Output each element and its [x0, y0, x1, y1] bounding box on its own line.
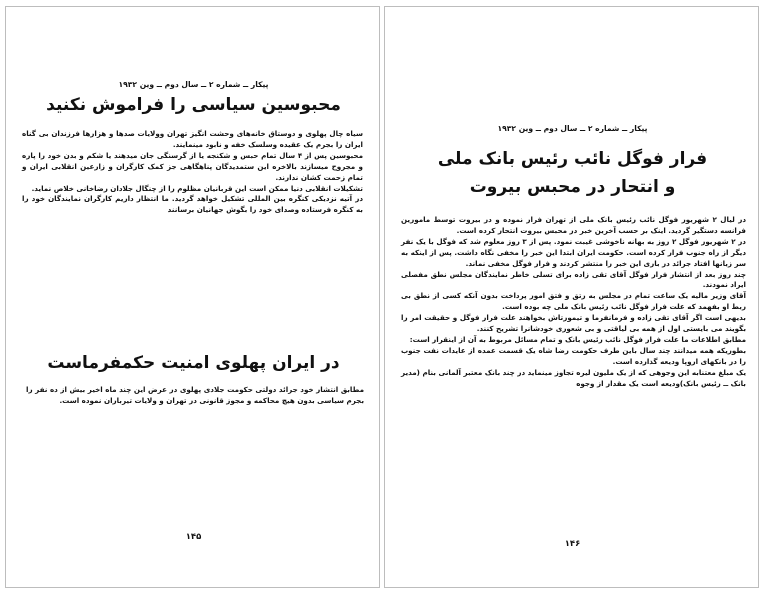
article-title: در ایران پهلوی امنیت حکمفرماست [47, 353, 340, 373]
article-body [26, 385, 364, 407]
paragraph: تشکیلات انقلابی دنیا ممکن است این قربانیان مظلوم را از چنگال جلادان رضاخانی خلاص نماید. [31, 183, 363, 193]
paragraph: در آتیه نزدیکی کنگره بین المللی تشکیل خواهد گردید. ما انتظار داریم کارگران نمایندگان خود را به کنگره فرستاده وصدای خود را بگوش جهانیان برسانند [22, 194, 363, 215]
paragraph: بطوریکه همه میدانند چند سال باین طرف حکومت رضا شاه یک قسمت عمده از عایدات نفت جنوب را در بانکهای اروپا ودیعه گذارده است. [401, 345, 746, 366]
paragraph: بدیهی است اگر آقای تقی زاده و فرمانفرما و تیمورتاش بخواهند علت فرار فوگل و حقیقت امر را بگویند می بایستی اول از همه بی لیاقتی و بی شعوری خودشانرا تشریح کنند. [401, 313, 746, 334]
article-body [22, 129, 363, 216]
paragraph: محبوسین پس از ۴ سال تمام حبس و شکنجه یا از گرسنگی جان میدهند یا شکم و بدن خود را پاره و مجروح میسازند بالاخره این ستمدیدگان پناهگاهی جز کمک کارگران و زارعین انقلابی ایران و تمام زحمت کشان ندارند. [22, 150, 363, 182]
paragraph: چند روز بعد از انتشار فرار فوگل آقای تقی زاده برای تسلی خاطر نمایندگان مجلس نطق مفصلی ایراد نمودند. [401, 269, 746, 290]
page-number: ۱۴۵ [185, 532, 202, 542]
left-page [5, 6, 380, 588]
article-title: محبوسین سیاسی را فراموش نکنید [46, 95, 341, 115]
paragraph: مطابق اطلاعات ما علت فرار فوگل نائب رئیس بانک و تمام مسائل مربوط به آن از اینقرار است: [409, 334, 746, 344]
page-header: پیکار ــ شماره ۲ ــ سال دوم ــ وین ۱۹۳۲ [497, 124, 648, 133]
right-page [384, 6, 759, 588]
paragraph: یک مبلغ معتنابه این وجوهی که از یک ملیون لیره تجاوز مینماید در چند بانک معتبر آلمانی بنام (مدیر بانک ــ رئیس بانک)ودیعه است یک مقدار از وجوه [401, 367, 746, 388]
paragraph: مطابق انتشار خود جرائد دولتی حکومت جلادی پهلوی در عرض این چند ماه اخیر بیش از ده نفر را بجرم سیاسی بدون هیچ محاکمه و مجوز قانونی در تهران و ولایات تیرباران نموده است. [26, 385, 364, 405]
article-title: فرار فوگل نائب رئیس بانک ملی [437, 149, 708, 169]
article-body [401, 215, 746, 390]
page-header: پیکار ــ شماره ۲ ــ سال دوم ــ وین ۱۹۳۲ [118, 80, 269, 89]
paragraph: در لیال ۲ شهریور فوگل نائب رئیس بانک ملی از تهران فرار نموده و در بیروت توسط مامورین فرانسه دستگیر گردید. اینک بر حسب آخرین خبر در محبس بیروت انتحار کرده است. [401, 215, 746, 235]
article-title-line2: و انتحار در محبس بیروت [469, 177, 676, 197]
page-number: ۱۴۶ [564, 539, 581, 549]
paragraph: آقای وزیر مالیه یک ساعت تمام در مجلس به رتق و فتق امور پرداخت بدون آنکه کسی از نطق بی ربط او بفهمد که علت فرار فوگل نائب رئیس بانک ملی چه بوده است. [401, 291, 746, 312]
paragraph: سیاه چال پهلوی و دوستاق خانه‌های وحشت انگیز تهران وولایات صدها و هزارها فرزندان بی گناه ایران را بجرم یک عقیده وسلسک خفه و نابود مینمایند. [22, 129, 363, 149]
paragraph: در ۲ شهریور فوگل ۲ روز به بهانه ناخوشی غیبت نمود. پس از ۳ روز معلوم شد که فوگل با یک نفر دیگر از راه جنوب فرار کرده است. حکومت ایران ابتدا این خبر را مخفی نگاه داشت. پس از اینکه به سر زبانها افتاد جرائد در باری این خبر را منتشر کردند و فرار فوگل مخفی نماند. [401, 236, 746, 268]
